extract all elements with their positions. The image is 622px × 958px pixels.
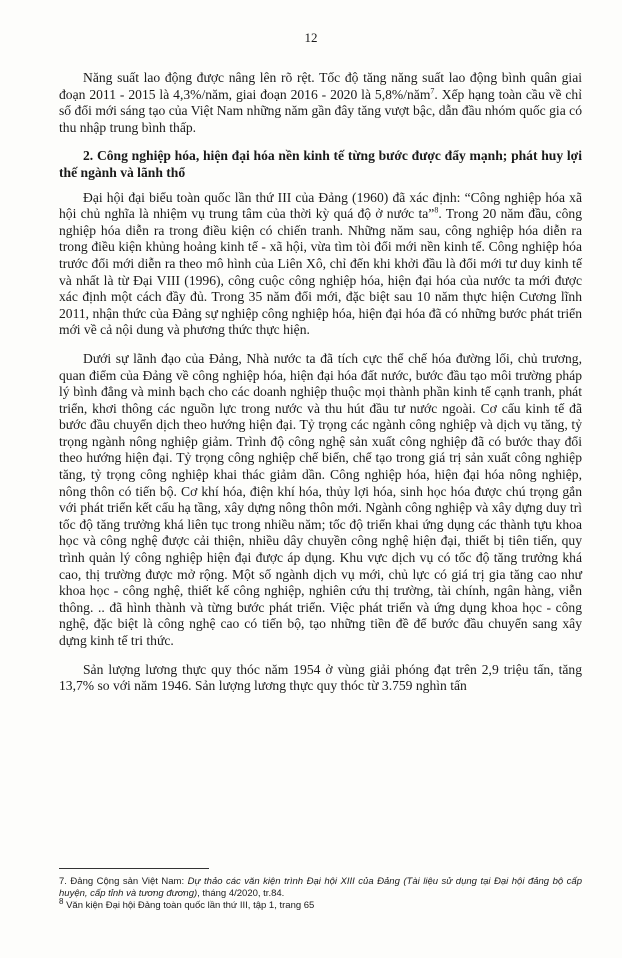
footnote-8: [59, 896, 582, 912]
footnote-number: 8: [59, 896, 64, 906]
paragraph-party-congress: [59, 190, 582, 339]
footnote-lead: 7. Đảng Cộng sản Việt Nam:: [59, 876, 188, 887]
paragraph-text: . Trong 20 năm đầu, công nghiệp hóa diễn ra trong điều kiện có chiến tranh. Những năm sau, công nghiệp hóa diễn ra trong điều kiện khủng hoảng kinh tế - xã hội, vừa tìm tòi đổi mới nền kinh tế. Công nghiệp hóa trước đổi mới diễn ra theo mô hình của Liên Xô, chỉ đến khi khởi đầu là đổi mới tư duy kinh tế và nhất là từ Đại VIII (1996), công cuộc công nghiệp hóa, hiện đại hóa của nước ta mới được xác định một cách đầy đủ. Trong 35 năm đổi mới, đặc biệt sau 10 năm thực hiện Cương lĩnh 2011, nhận thức của Đảng sự nghiệp công nghiệp hóa, hiện đại hóa đã có những bước phát triển mới về cả nội dung và phương thức thực hiện.: [59, 206, 582, 338]
footnote-document-title: Dự thảo các văn kiện trình Đại hội XIII của Đảng (Tài liệu sử dụng tại Đại hội đảng bộ cấp huyện, cấp tỉnh và tương đương): [59, 876, 582, 899]
footnote-7: [59, 876, 582, 900]
footnote-divider: [59, 868, 209, 869]
footnote-ref-7[interactable]: 7: [430, 86, 435, 96]
footnote-text: Văn kiện Đại hội Đảng toàn quốc lần thứ III, tập 1, trang 65: [63, 900, 315, 911]
page-body: [59, 70, 582, 707]
paragraph-productivity: [59, 70, 582, 136]
paragraph-text: Đại hội đại biểu toàn quốc lần thứ III của Đảng (1960) đã xác định: “Công nghiệp hóa xã hội chủ nghĩa là nhiệm vụ trung tâm của thời kỳ quá độ ở nước ta”: [59, 189, 582, 222]
paragraph-text: Năng suất lao động được nâng lên rõ rệt. Tốc độ tăng năng suất lao động bình quân giai đoạn 2011 - 2015 là 4,3%/năm, giai đoạn 2016 - 2020 là 5,8%/năm: [59, 70, 582, 102]
paragraph-text: . Xếp hạng toàn cầu về chỉ số đổi mới sáng tạo của Việt Nam những năm gần đây tăng vượt bậc, dẫn đầu nhóm quốc gia có thu nhập trung bình thấp.: [59, 86, 582, 135]
footnote-tail: , tháng 4/2020, tr.84.: [197, 888, 285, 899]
footnote-ref-8[interactable]: 8: [434, 205, 439, 215]
paragraph-leadership: Dưới sự lãnh đạo của Đảng, Nhà nước ta đã tích cực thể chế hóa đường lối, chủ trương, quan điểm của Đảng về công nghiệp hóa, hiện đại hóa đất nước, bước đầu tạo môi trường pháp lý bình đẳng và minh bạch cho các doanh nghiệp thuộc mọi thành phần kinh tế cạnh tranh, phát triển, khơi thông các nguồn lực trong nước và thu hút đầu tư nước ngoài. Cơ cấu kinh tế đã bước đầu chuyển dịch theo hướng hiện đại. Tỷ trọng các ngành công nghiệp và dịch vụ tăng, tỷ trọng ngành nông nghiệp giảm. Trình độ công nghệ sản xuất công nghiệp đã có bước thay đổi theo hướng hiện đại. Tỷ trọng công nghiệp chế biến, chế tạo trong giá trị sản xuất công nghiệp tăng, tỷ trọng công nghiệp khai thác giảm dần. Công nghiệp hóa, hiện đại hóa nông nghiệp, nông thôn có tiến bộ. Cơ khí hóa, điện khí hóa, thủy lợi hóa, sinh học hóa được chú trọng gắn với phát triển kết cấu hạ tầng, xây dựng nông thôn mới. Ngành công nghiệp và xây dựng duy trì tốc độ tăng trưởng khá liên tục trong nhiều năm; tốc độ triển khai ứng dụng các thành tựu khoa học và công nghệ được cải thiện, nhiều dây chuyền công nghệ hiện đại, thiết bị tiên tiến, quy trình quản lý công nghiệp hiện đại được áp dụng. Khu vực dịch vụ có tốc độ tăng trưởng khá cao, thị trường được mở rộng. Một số ngành dịch vụ mới, chủ lực có giá trị gia tăng cao như khoa học - công nghệ, thiết kế công nghiệp, nghiên cứu thị trường, tài chính, ngân hàng, viễn thông. .. đã hình thành và từng bước phát triển. Việc phát triển và ứng dụng khoa học - công nghệ, đặc biệt là công nghệ cao có tiến bộ, tạo những tiền đề để bước đầu chuyển sang xây dựng kinh tế tri thức.: [59, 350, 582, 648]
section-heading: 2. Công nghiệp hóa, hiện đại hóa nền kinh tế từng bước được đẩy mạnh; phát huy lợi thế ngành và lãnh thổ: [59, 148, 582, 180]
paragraph-food-output: Sản lượng lương thực quy thóc năm 1954 ở vùng giải phóng đạt trên 2,9 triệu tấn, tăng 13,7% so với năm 1946. Sản lượng lương thực quy thóc từ 3.759 nghìn tấn: [59, 661, 582, 694]
page-number: 12: [304, 30, 318, 45]
footnotes: [59, 876, 582, 912]
